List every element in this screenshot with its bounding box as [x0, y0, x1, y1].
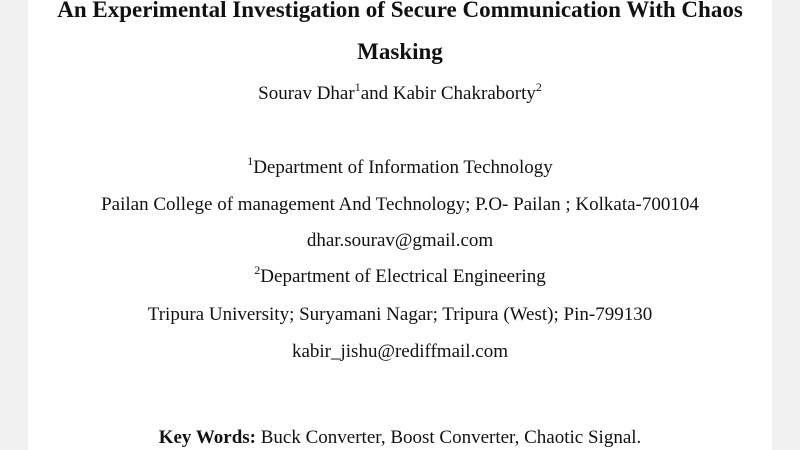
affiliation-2-institution: Tripura University; Suryamani Nagar; Tripura (West); Pin-799130	[147, 304, 653, 325]
affiliation-2-email: kabir_jishu@rediffmail.com	[291, 341, 509, 362]
keywords-label: Key Words:	[158, 427, 256, 448]
author-line	[28, 82, 772, 106]
author-name-1: Sourav Dhar	[258, 83, 355, 104]
affiliation-1-department-text: Department of Information Technology	[253, 157, 553, 178]
author-affil-mark-1: 1	[354, 80, 361, 94]
affiliation-1-mark: 1	[247, 154, 254, 168]
affiliation-2-department-text: Department of Electrical Engineering	[260, 266, 546, 287]
paper-page	[28, 0, 772, 450]
author-joiner: and	[360, 83, 393, 104]
author-affil-mark-2: 2	[535, 80, 542, 94]
affiliation-1-department	[28, 156, 772, 180]
keywords-text: Buck Converter, Boost Converter, Chaotic Signal.	[256, 427, 642, 448]
affiliation-1-email: dhar.sourav@gmail.com	[306, 230, 494, 251]
paper-title-line-1: An Experimental Investigation of Secure Communication With Chaos	[57, 0, 743, 22]
paper-title-line-2: Masking	[357, 39, 443, 64]
affiliation-2-department	[28, 265, 772, 289]
author-name-2: Kabir Chakraborty	[392, 83, 536, 104]
affiliation-2-mark: 2	[254, 263, 261, 277]
affiliation-1-institution: Pailan College of management And Technology; P.O- Pailan ; Kolkata-700104	[101, 194, 699, 215]
keywords-line	[28, 426, 772, 450]
